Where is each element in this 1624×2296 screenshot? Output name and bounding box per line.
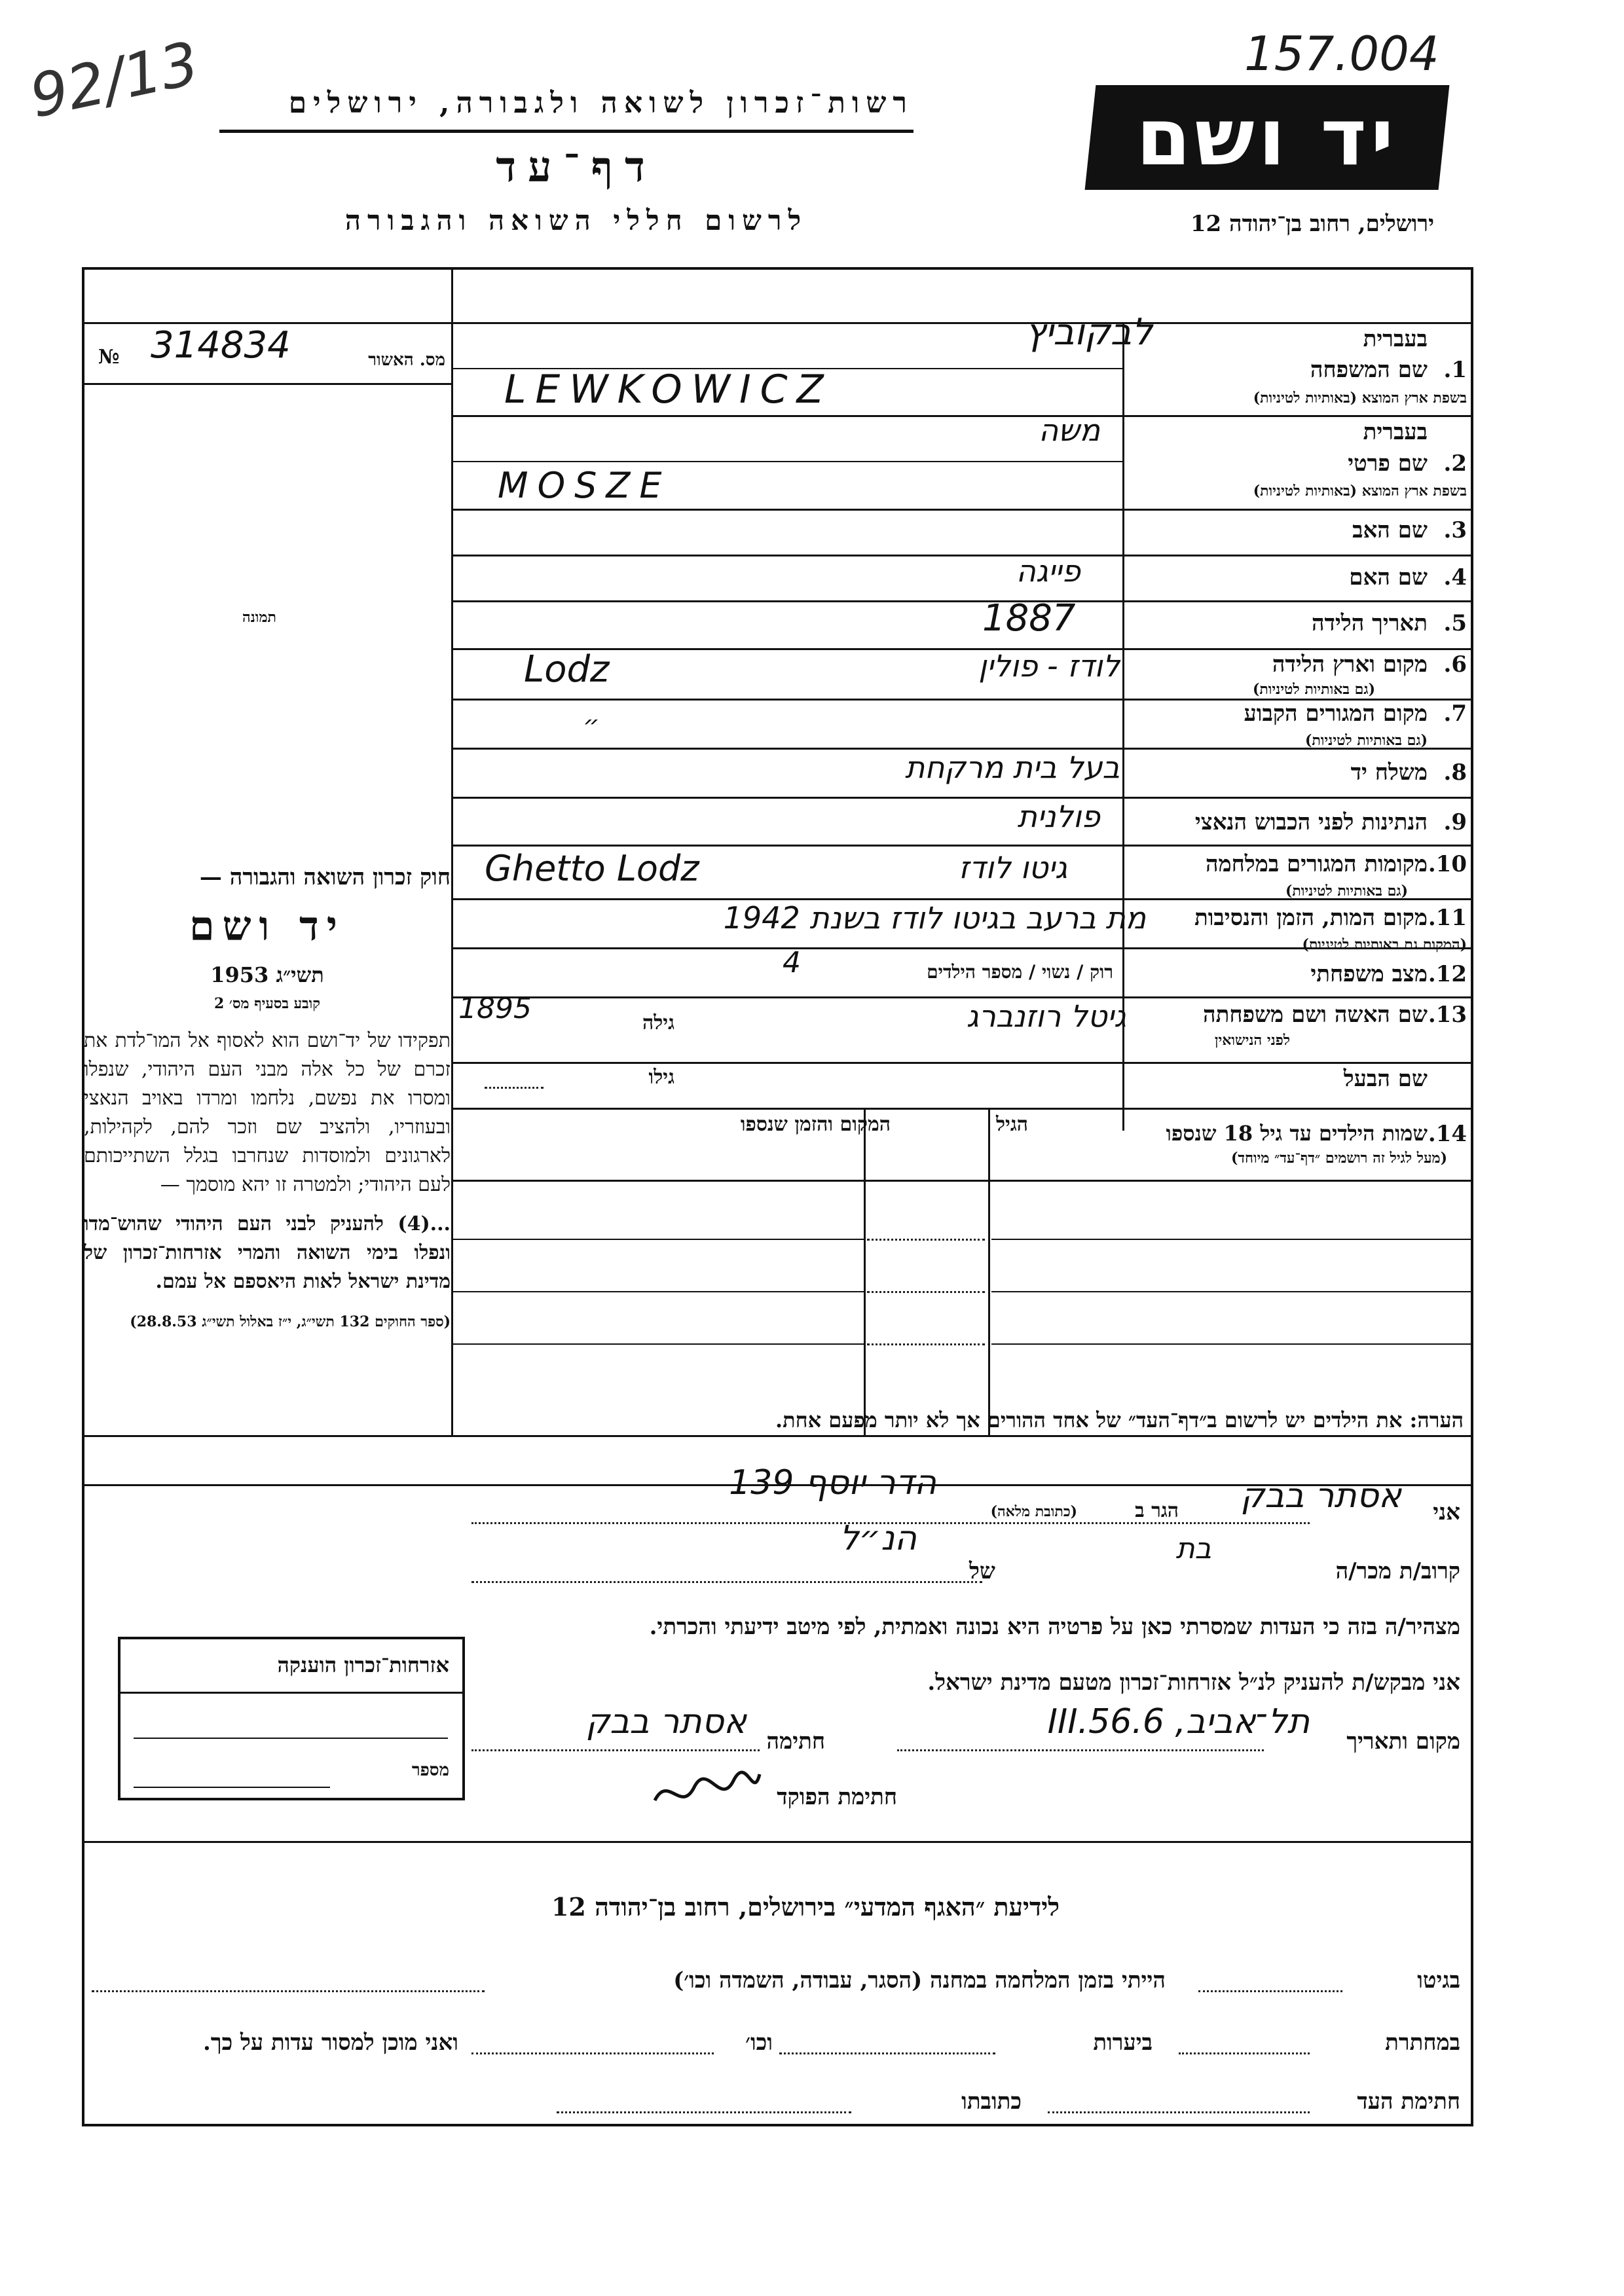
law-quote-block (84, 864, 451, 1330)
citizenship-box-number-label: מספר (411, 1760, 449, 1780)
field7-label: מקום המגורים הקבוע (1244, 701, 1428, 727)
field11-value: מת ברעב בגיטו לודז בשנת 1942 (723, 900, 1146, 936)
signature-value: אסתר בבק (585, 1702, 747, 1741)
row-rule (451, 797, 1471, 799)
row-rule (451, 600, 1471, 602)
organization-name: רשות־זכרון לשואה ולגבורה, ירושלים (288, 86, 913, 120)
law-name: יד ושם (189, 902, 346, 950)
address-note: (כתובת מלאה) (990, 1503, 1077, 1520)
field1-sublabel: בשפת ארץ המוצא (באותיות לטיניות) (1253, 390, 1467, 407)
field7-sublabel: (גם באותיות לטיניות) (1304, 732, 1428, 749)
line3-blank-b (557, 2111, 851, 2113)
row-rule (451, 461, 1122, 462)
children-rule (991, 1343, 1471, 1345)
wife-age-value: 1895 (458, 992, 532, 1025)
field5-number: 5. (1443, 610, 1467, 636)
field11-number: 11. (1428, 905, 1467, 931)
field3-label: שם האב (1352, 517, 1428, 543)
field2-value-latin: MOSZE (498, 465, 671, 506)
remark-text: הערה: את הילדים יש לרשום ב״דף־העד״ של אחד ההורים אך לא יותר מפעם אחת. (775, 1408, 1464, 1432)
document-number: 157.004 (1244, 26, 1439, 81)
field8-label: משלח יד (1350, 759, 1428, 786)
law-title: חוק זכרון השואה והגבורה — (199, 864, 451, 890)
field5-value: 1887 (982, 597, 1076, 640)
law-paragraph: תפקידו של יד־ושם הוא לאסוף אל המו־לדת את זכרם של כל אלה מבני העם היהודי, שנפלו ומסרו את נפשם, נלחמו ומרדו באויב הנאצי ובעוזריו, ולהציב שם וזכר להם, לקהילות, לארגונים ולמוסדות שנחרבו בגלל השתייכותם לעם היהודי; ולמטרה זו יהא מוסמך — (84, 1029, 451, 1196)
field1-hebrew-tag: בעברית (1363, 326, 1428, 352)
field6-value-hebrew: לודז - פולין (978, 648, 1120, 683)
corner-handwritten-mark: 92/13 (24, 29, 205, 132)
field10-sublabel: (גם באותיות לטיניות) (1285, 883, 1408, 900)
declaration-text: מצהיר/ה בזה כי העדות שמסרתי כאן על פרטיה היא נכונה ואמתית, לפי מיטב ידיעתי והכרתי. (649, 1614, 1460, 1640)
wife-age-label: גילה (642, 1011, 674, 1034)
yad-vashem-logo (1085, 85, 1450, 190)
top-separator (84, 322, 1471, 324)
field9-label: הנתינות לפני הכבוש הנאצי (1194, 809, 1428, 835)
children-col-age: הגיל (995, 1113, 1028, 1136)
officer-signature-label: חתימת הפוקד (777, 1784, 897, 1810)
field7-number: 7. (1443, 701, 1467, 727)
husband-label: שם הבעל (1343, 1066, 1428, 1092)
top-strip-divider (451, 270, 453, 322)
citizenship-box-line (134, 1738, 448, 1739)
form-title: דף־עד (496, 143, 657, 192)
field12-label: מצב משפחתי (1310, 961, 1428, 987)
citizenship-box-title: אזרחות־זכרון הוענקה (277, 1652, 449, 1677)
field6-sublabel: (גם באותיות לטיניות) (1252, 681, 1375, 698)
line1-blank-b (92, 1990, 485, 1992)
number-sign: № (98, 346, 120, 369)
field12-children-count: 4 (783, 946, 801, 979)
declarant-name: אסתר בבק (1240, 1476, 1401, 1516)
field3-number: 3. (1443, 517, 1467, 543)
field6-value-latin: Lodz (524, 648, 610, 691)
field1-label: שם המשפחה (1310, 357, 1428, 383)
husband-age-line (485, 1087, 544, 1089)
children-rule (451, 1291, 864, 1292)
bottom-line1-camp: הייתי בזמן המלחמה במחנה (הסגר, עבודה, השמדה וכו׳) (673, 1967, 1166, 1994)
line3-blank-a (1048, 2111, 1310, 2113)
children-dotted-rule (867, 1291, 985, 1293)
field10-value-hebrew: גיטו לודז (959, 850, 1067, 885)
field2-value-hebrew: משה (1039, 412, 1100, 448)
children-col-divider (864, 1108, 866, 1435)
husband-age-label: גילו (648, 1066, 674, 1089)
field4-label: שם האם (1349, 564, 1428, 591)
declarant-address: הדר יוסף 139 (729, 1463, 936, 1503)
field1-value-latin: LEWKOWICZ (504, 367, 833, 412)
place-date-line (897, 1749, 1264, 1751)
place-date-value: תל־אביב, 6.III.56 (1047, 1702, 1310, 1741)
children-note: (מעל לגיל זה רושמים ״דף־עד״ מיוחד) (1230, 1150, 1447, 1167)
field6-number: 6. (1443, 651, 1467, 678)
children-rule (991, 1291, 1471, 1292)
remark-top-rule (84, 1435, 1471, 1437)
relation-value: בת (1175, 1532, 1211, 1565)
field9-number: 9. (1443, 809, 1467, 835)
children-header-rule (451, 1180, 1471, 1182)
declarant-ani: אני (1433, 1499, 1460, 1525)
row-rule (451, 509, 1471, 511)
field7-value: ״ (583, 710, 600, 740)
place-date-label: מקום ותאריך (1346, 1728, 1460, 1755)
law-paragraph-4: ...(4) להעניק לבני העם היהודי שהוש־מדו ונפלו בימי השואה והמרי אזרחות־זכרון של מדינת ישראל לאות היאספם אל עמם. (84, 1212, 451, 1293)
relative-label: קרוב/ת מכר/ה (1335, 1558, 1460, 1584)
children-title: שמות הילדים עד גיל 18 שנספו (1166, 1121, 1428, 1146)
field9-value: פולנית (1017, 799, 1100, 834)
row-rule (451, 415, 1471, 417)
row-rule (451, 555, 1471, 556)
approval-number: 314834 (151, 324, 291, 367)
of-value: הנ״ל (840, 1519, 917, 1558)
field1-value-hebrew: לבקוביץ (1025, 311, 1153, 354)
children-rule (451, 1239, 864, 1240)
approval-label: מס. האשור (368, 350, 445, 370)
field10-value-latin: Ghetto Lodz (485, 848, 699, 889)
citizenship-box-rule (120, 1692, 462, 1694)
bottom-line2-testimony: ואני מוכן למסור עדות על כך. (203, 2030, 458, 2056)
row-rule (451, 1062, 1471, 1064)
field13-value: גיטל רוזנברג (966, 998, 1126, 1034)
field11-sublabel: (המקום גם באותיות לטיניות) (1302, 936, 1467, 953)
field2-label: שם פרטי (1348, 450, 1428, 477)
field2-sublabel: בשפת ארץ המוצא (באותיות לטיניות) (1253, 483, 1467, 500)
line2-blank-c (471, 2052, 714, 2054)
bottom-line2-etc: וכו׳ (745, 2030, 773, 2056)
resident-label: הגר ב (1135, 1499, 1179, 1522)
officer-signature-mark (648, 1761, 766, 1823)
bottom-line2-underground: במחתרת (1385, 2030, 1460, 2056)
citizenship-box (118, 1637, 465, 1800)
field10-number: 10. (1428, 851, 1467, 877)
children-rule (451, 1343, 864, 1345)
row-rule (451, 845, 1471, 847)
field4-number: 4. (1443, 564, 1467, 591)
children-dotted-rule (867, 1239, 985, 1241)
row-rule (451, 996, 1471, 998)
field8-value: בעל בית מרקחת (904, 750, 1120, 785)
of-line (471, 1581, 982, 1583)
law-reference: (ספר החוקים 132 תשי״ג, י״ז באלול תשי״ג 28.8.53) (130, 1313, 451, 1330)
children-col-place: המקום והזמן שנספו (740, 1113, 891, 1136)
bottom-section-rule (84, 1841, 1471, 1843)
field12-number: 12. (1428, 961, 1467, 987)
law-note: קובע בסעיף מס׳ 2 (213, 995, 321, 1012)
signature-label: חתימה (766, 1728, 825, 1755)
field13-sublabel: לפני הנישואין (1214, 1032, 1290, 1049)
bottom-line3-address: כתובתו (961, 2088, 1022, 2115)
citizenship-box-number-line (134, 1787, 330, 1788)
field1-number: 1. (1443, 357, 1467, 383)
line2-blank-a (1179, 2052, 1310, 2054)
children-col-divider (988, 1108, 990, 1435)
bottom-line2-forests: ביערות (1093, 2030, 1153, 2056)
field11-label: מקום המות, הזמן והנסיבות (1194, 905, 1428, 931)
of-label: של (969, 1558, 995, 1584)
signature-line (471, 1749, 760, 1751)
bottom-line1-ghetto: בגיטו (1417, 1967, 1460, 1994)
children-rule (991, 1239, 1471, 1240)
law-year: תשי״ג 1953 (210, 962, 324, 987)
field13-label: שם האשה ושם משפחתה (1203, 1002, 1428, 1028)
field4-value: פייגה (1016, 553, 1080, 589)
field6-label: מקום וארץ הלידה (1272, 651, 1428, 678)
children-dotted-rule (867, 1343, 985, 1345)
field13-number: 13. (1428, 1002, 1467, 1028)
field2-number: 2. (1443, 450, 1467, 477)
line1-blank-a (1198, 1990, 1342, 1992)
field10-label: מקומות המגורים במלחמה (1205, 851, 1428, 877)
left-column-divider (451, 322, 453, 1435)
approval-row-line (84, 383, 451, 385)
field8-number: 8. (1443, 759, 1467, 786)
bottom-line3-witness-signature: חתימת העד (1357, 2088, 1460, 2115)
logo-text: יד ושם (1136, 92, 1398, 183)
line2-blank-b (779, 2052, 995, 2054)
field12-marital-options: רוק / נשוי / מספר הילדים (927, 961, 1113, 983)
field14-number: 14. (1428, 1121, 1467, 1147)
field2-hebrew-tag: בעברית (1363, 419, 1428, 445)
form-subtitle: לרשום חללי השואה והגבורה (344, 204, 808, 236)
org-underline (219, 130, 913, 133)
photo-placeholder-label: תמונה (242, 609, 276, 626)
bottom-section-title: לידיעת ״האגף המדעי״ בירושלים, רחוב בן־יהודה 12 (551, 1892, 1060, 1922)
request-text: אני מבקש/ת להעניק לנ״ל אזרחות־זכרון מטעם מדינת ישראל. (927, 1669, 1460, 1696)
header-address: ירושלים, רחוב בן־יהודה 12 (1190, 211, 1434, 237)
row-rule (451, 1108, 1471, 1110)
field5-label: תאריך הלידה (1311, 610, 1428, 636)
